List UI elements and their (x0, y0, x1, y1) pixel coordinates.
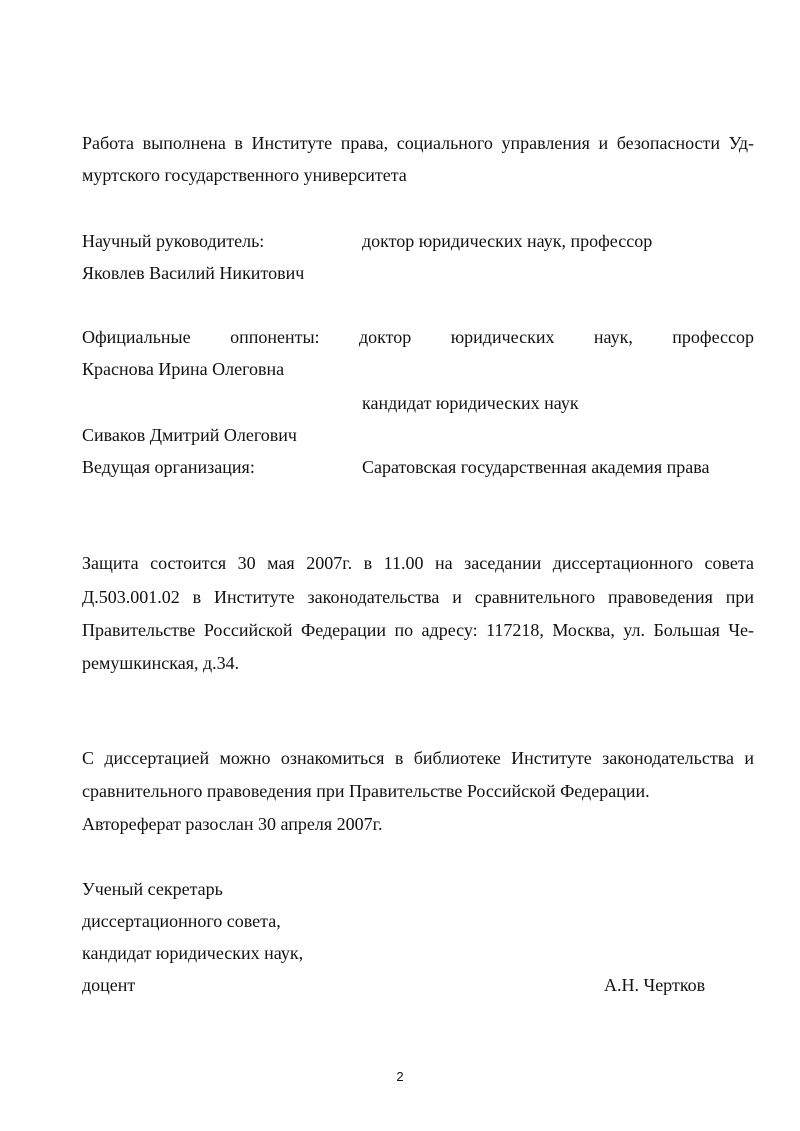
library-line-1: С диссертацией можно ознакомиться в библиотеке Институте законодательства и (82, 748, 754, 768)
secretary-line-3: кандидат юридических наук, (82, 943, 304, 963)
opponents-line (82, 325, 754, 349)
secretary-line-4: доцент (82, 975, 136, 995)
supervisor-name: Яковлев Василий Никитович (82, 263, 305, 283)
opponents-label-word-1: Официальные (82, 327, 191, 347)
defense-line-1: Защита состоится 30 мая 2007г. в 11.00 на заседании диссертационного совета (82, 553, 754, 573)
secretary-line-2: диссертационного совета, (82, 911, 281, 931)
opponent-1-name: Краснова Ирина Олеговна (82, 359, 285, 379)
secretary-line-1: Ученый секретарь (82, 879, 223, 899)
supervisor-label: Научный руководитель: (82, 231, 265, 251)
leading-org-value: Саратовская государственная академия права (362, 457, 710, 477)
leading-org-label: Ведущая организация: (82, 457, 255, 477)
intro-line-2: муртского государственного университета (82, 165, 407, 185)
page-number: 2 (396, 1069, 404, 1084)
defense-line-3: Правительстве Российской Федерации по адресу: 117218, Москва, ул. Большая Че- (82, 620, 754, 640)
opponent-1-title-word-3: наук, (593, 327, 633, 347)
opponent-1-title-word-4: профессор (672, 327, 754, 347)
intro-line-1: Работа выполнена в Институте права, социального управления и безопасности Уд- (82, 133, 754, 153)
secretary-name: А.Н. Чертков (604, 975, 706, 995)
defense-line-2: Д.503.001.02 в Институте законодательства и сравнительного правоведения при (82, 587, 754, 607)
abstract-sent-line: Автореферат разослан 30 апреля 2007г. (82, 814, 383, 834)
library-line-2: сравнительного правоведения при Правительстве Российской Федерации. (82, 781, 650, 801)
defense-line-4: ремушкинская, д.34. (82, 653, 240, 673)
supervisor-title: доктор юридических наук, профессор (362, 231, 653, 251)
opponent-2-name: Сиваков Дмитрий Олегович (82, 425, 297, 445)
opponent-2-title: кандидат юридических наук (362, 393, 579, 413)
opponent-1-title-word-2: юридических (450, 327, 555, 347)
opponent-1-title-word-1: доктор (358, 327, 412, 347)
opponents-label-word-2: оппоненты: (230, 327, 320, 347)
